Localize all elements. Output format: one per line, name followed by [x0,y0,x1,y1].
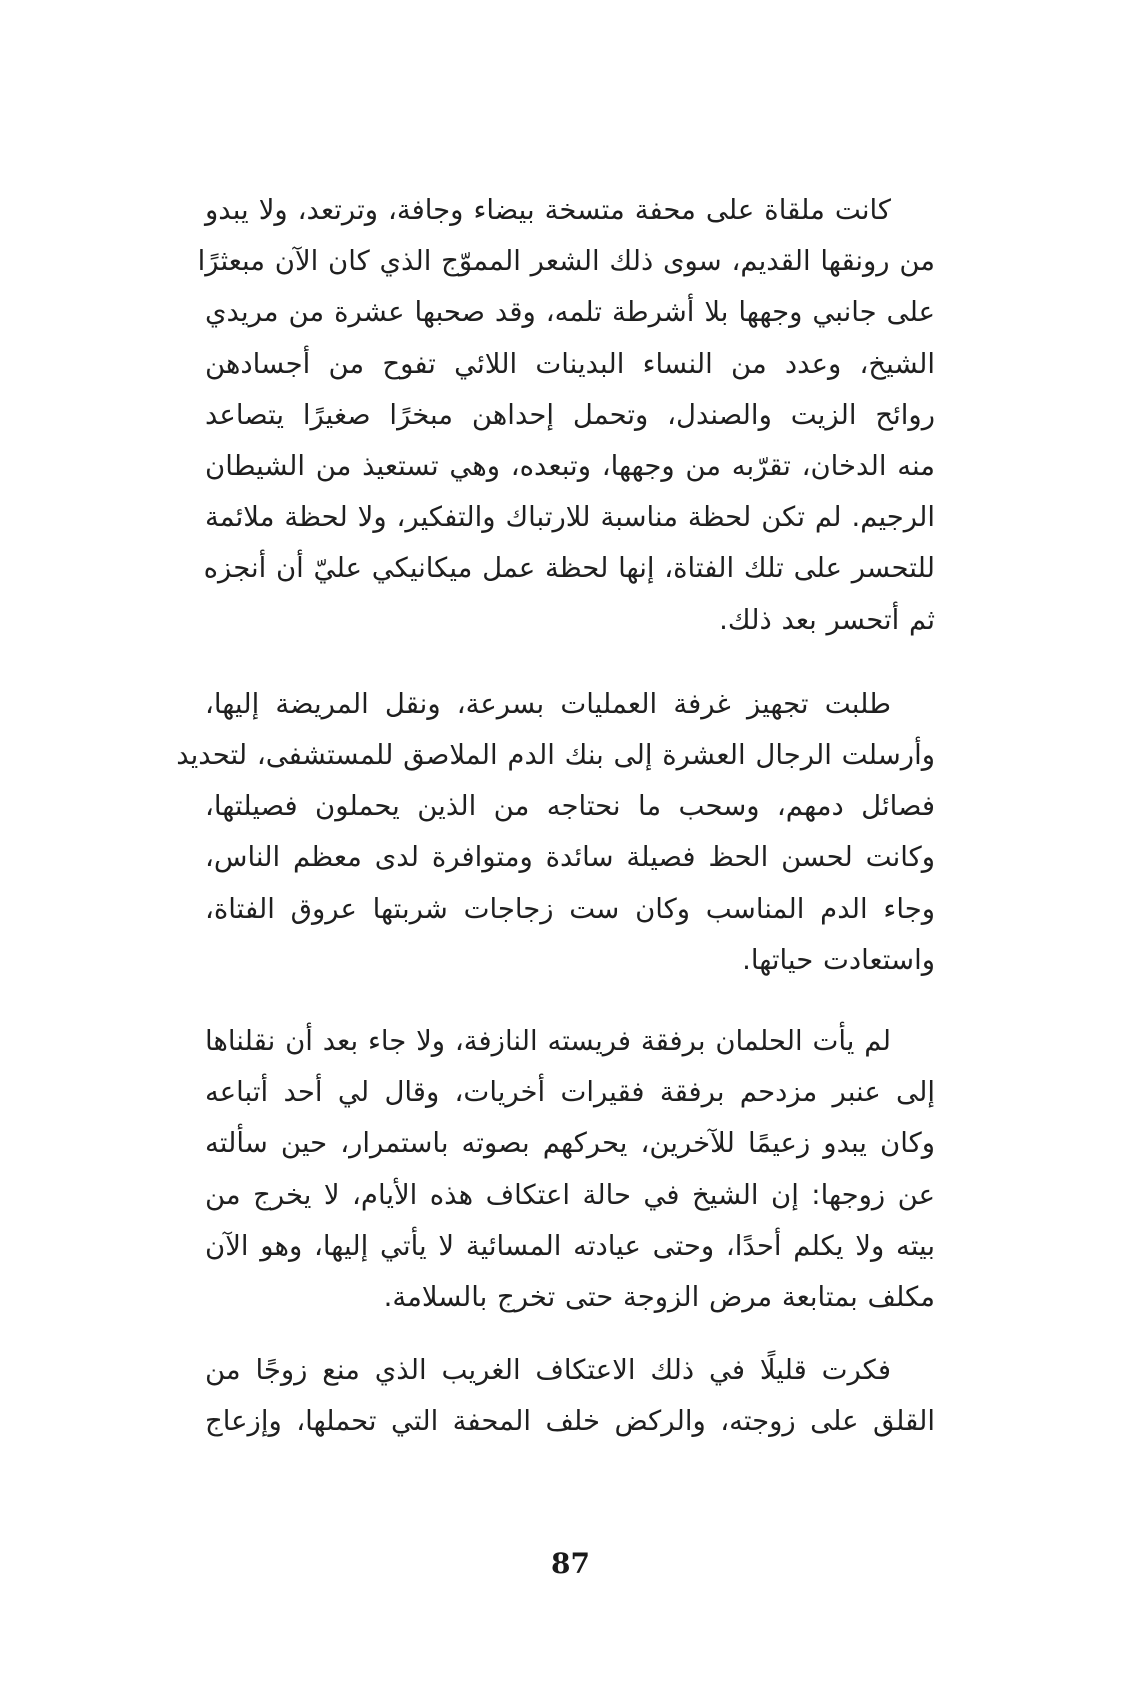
text-line: عن زوجها: إن الشيخ في حالة اعتكاف هذه الأيام، لا يخرج من [205,1178,935,1211]
page-number: 87 [551,1547,590,1580]
text-line: على جانبي وجهها بلا أشرطة تلمه، وقد صحبها عشرة من مريدي [205,296,935,329]
text-line: مكلف بمتابعة مرض الزوجة حتى تخرج بالسلامة. [383,1281,935,1314]
text-line: القلق على زوجته، والركض خلف المحفة التي تحملها، وإزعاج [205,1405,935,1438]
text-line: الرجيم. لم تكن لحظة مناسبة للارتباك والتفكير، ولا لحظة ملائمة [205,501,935,534]
text-line: وكان يبدو زعيمًا للآخرين، يحركهم بصوته باستمرار، حين سألته [205,1127,935,1160]
text-line: طلبت تجهيز غرفة العمليات بسرعة، ونقل المريضة إليها، [205,687,891,720]
text-line: بيته ولا يكلم أحدًا، وحتى عيادته المسائية لا يأتي إليها، وهو الآن [205,1229,935,1262]
text-line: وأرسلت الرجال العشرة إلى بنك الدم الملاصق للمستشفى، لتحديد [176,739,935,772]
text-line: لم يأت الحلمان برفقة فريسته النازفة، ولا جاء بعد أن نقلناها [205,1025,891,1058]
text-line: كانت ملقاة على محفة متسخة بيضاء وجافة، وترتعد، ولا يبدو [205,194,891,226]
text-line: من رونقها القديم، سوى ذلك الشعر المموّج الذي كان الآن مبعثرًا [197,245,935,278]
paragraph-1 [197,185,935,646]
text-line: واستعادت حياتها. [742,943,935,976]
body-text [176,185,935,1448]
text-line: وجاء الدم المناسب وكان ست زجاجات شربتها عروق الفتاة، [205,892,935,925]
text-line: الشيخ، وعدد من النساء البدينات اللائي تفوح من أجسادهن [205,347,935,380]
paragraph-2 [176,679,935,986]
text-line: فكرت قليلًا في ذلك الاعتكاف الغريب الذي منع زوجًا من [205,1354,891,1387]
text-line: ثم أتحسر بعد ذلك. [719,603,935,636]
paragraph-3 [205,1016,935,1323]
paragraph-4 [205,1345,935,1447]
text-line: إلى عنبر مزدحم برفقة فقيرات أخريات، وقال لي أحد أتباعه [205,1076,935,1109]
text-line: منه الدخان، تقرّبه من وجهها، وتبعده، وهي تستعيذ من الشيطان [205,450,935,483]
text-line: فصائل دمهم، وسحب ما نحتاجه من الذين يحملون فصيلتها، [205,790,935,823]
text-line: وكانت لحسن الحظ فصيلة سائدة ومتوافرة لدى معظم الناس، [205,841,935,874]
text-line: للتحسر على تلك الفتاة، إنها لحظة عمل ميكانيكي عليّ أن أنجزه [203,552,935,585]
text-line: روائح الزيت والصندل، وتحمل إحداهن مبخرًا صغيرًا يتصاعد [205,398,935,431]
